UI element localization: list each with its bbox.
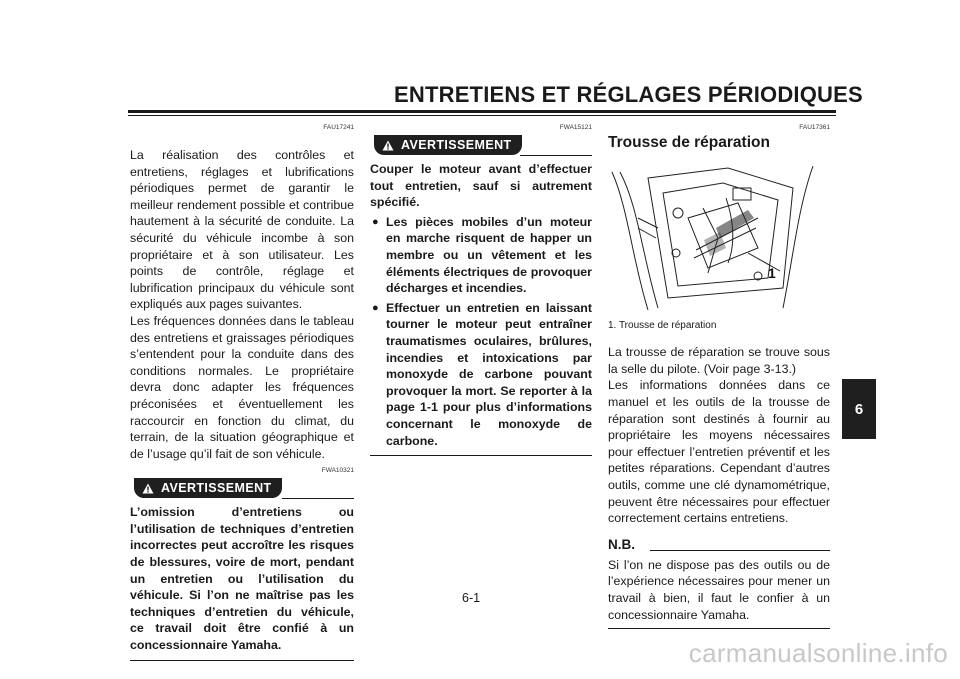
note-text: Si l’on ne dispose pas des outils ou de l’expérience nécessaires pour mener un travail à bien, il faut le confier à un concessionnaire Yamaha. (608, 557, 830, 622)
warning-badge (134, 478, 282, 498)
intro-paragraph-1: La réalisation des contrôles et entretiens, réglages et lubrifications périodiques permet de garantir le meilleur rendement possible et contribue hautement à la sécurité de conduite. La sécurité du véhicule incombe à son propriétaire et à son utilisateur. Les points de contrôle, réglage et lubrification principaux du véhicule sont expliqués aux pages suivantes. (130, 148, 354, 312)
toolkit-paragraph-2: Les informations données dans ce manuel et les outils de la trousse de réparation sont destinés à fournir au propriétaire les moyens nécessaires pour effectuer l’entretien préventif et les petites réparations. Cependant d’autres outils, comme une clé dynamométrique, peuvent être nécessaires pour effectuer correctement certains entretiens. (608, 378, 830, 526)
bullet-dot-icon: ● (372, 301, 379, 314)
section-code: FAU17241 (323, 124, 354, 131)
warning-text: L’omission d’entretiens ou l’utilisation de techniques d’entretien incorrectes peut accroître les risques de blessures, voire de mort, pendant un entretien ou l’utilisation du véhicule. Si l’on ne maîtrise pas les techniques d’entretien du véhicule, ce travail doit être confié à un concessionnaire Yamaha. (130, 505, 354, 653)
warning-end-rule (130, 660, 354, 661)
warning-bullet (370, 300, 592, 449)
figure-caption: 1. Trousse de réparation (608, 319, 717, 331)
warning-bullet-text: Les pièces mobiles d’un moteur en marche risquent de happer un membre ou un vêtement et les éléments électriques de provoquer décharges et incendies. (386, 214, 592, 296)
column-toolkit (608, 123, 830, 629)
warning-intro: Couper le moteur avant d’effectuer tout entretien, sauf si autrement spécifié. (370, 162, 592, 210)
chapter-tab[interactable]: 6 (842, 379, 876, 439)
header-rule (128, 110, 836, 116)
warning-header-line (282, 498, 354, 499)
warning-header-line (520, 155, 592, 156)
section-title: Trousse de réparation (608, 134, 770, 151)
intro-paragraph-2: Les fréquences données dans le tableau des entretiens et graissages périodiques s’entendent pour la conduite dans des conditions normales. Le propriétaire devra donc adapter les fréquences préconisées et éventuellement les raccourcir en fonction du climat, du terrain, de la situation géographique et de l’usage qu’il fait de son véhicule. (130, 313, 354, 461)
warning-bullet (370, 214, 592, 297)
warning-code: FWA10321 (321, 467, 354, 475)
warning-label: AVERTISSEMENT (161, 480, 272, 495)
warning-badge (374, 135, 522, 155)
warning-end-rule (370, 455, 592, 456)
figure-callout-label: 1 (768, 264, 776, 281)
column-intro (130, 123, 354, 661)
note-label: N.B. (608, 536, 635, 552)
watermark: carmanualsonline.info (688, 638, 948, 668)
warning-triangle-icon (382, 140, 394, 151)
section-code: FAU17361 (799, 124, 830, 131)
toolkit-paragraph-1: La trousse de réparation se trouve sous la selle du pilote. (Voir page 3-13.) (608, 345, 830, 376)
note-end-rule (608, 628, 830, 629)
note-header (608, 537, 830, 555)
note-header-line (650, 550, 830, 551)
warning-header (130, 478, 354, 500)
warning-header (370, 135, 592, 157)
toolkit-figure (608, 158, 830, 310)
toolkit-illustration (608, 158, 830, 310)
page-title: ENTRETIENS ET RÉGLAGES PÉRIODIQUES (394, 82, 863, 107)
warning-bullet-text: Effectuer un entretien en laissant tourner le moteur peut entraîner traumatismes oculaires, brûlures, incendies et intoxications par monoxyde de carbone pouvant provoquer la mort. Se reporter à la page 1-1 pour plus d’informations concernant le monoxyde de carbone. (386, 300, 592, 448)
warning-label: AVERTISSEMENT (401, 137, 512, 152)
bullet-dot-icon: ● (372, 215, 379, 228)
warning-triangle-icon (142, 483, 154, 494)
page-number: 6-1 (462, 591, 481, 605)
warning-code: FWA15121 (559, 124, 592, 131)
column-warning (370, 123, 592, 456)
